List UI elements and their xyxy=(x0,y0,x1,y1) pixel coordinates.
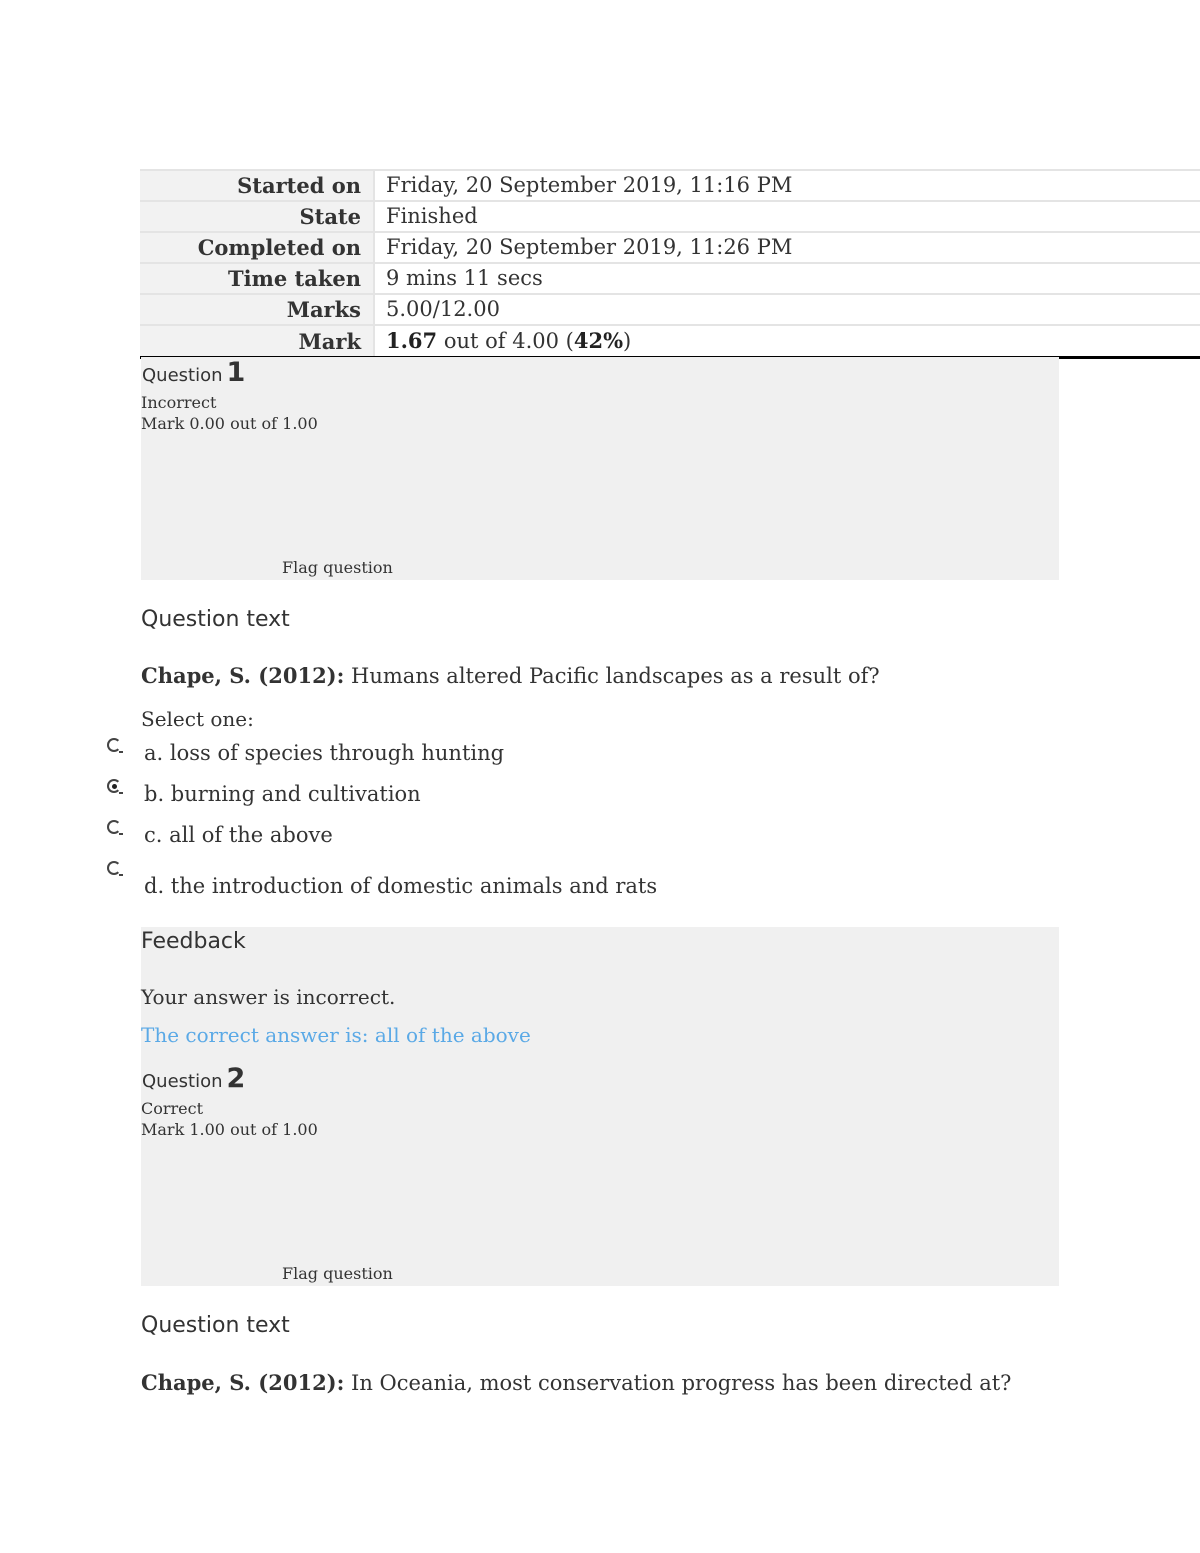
summary-label: Marks xyxy=(140,294,374,325)
question-number-value: 2 xyxy=(226,1063,246,1094)
summary-label: Mark xyxy=(140,325,374,358)
answer-option-label: c. all of the above xyxy=(144,823,333,847)
question-grade: Mark 0.00 out of 1.00 xyxy=(141,414,318,433)
summary-row-time-taken xyxy=(140,263,1200,294)
question-info-1 xyxy=(141,357,1059,580)
radio-button[interactable] xyxy=(107,861,121,875)
feedback-panel xyxy=(141,927,1059,1063)
answer-option-label: b. burning and cultivation xyxy=(144,782,421,806)
question-grade: Mark 1.00 out of 1.00 xyxy=(141,1120,318,1139)
question-number-value: 1 xyxy=(226,357,246,388)
summary-label: State xyxy=(140,201,374,232)
summary-value xyxy=(374,325,1200,358)
question-text xyxy=(141,1370,1011,1395)
radio-tick xyxy=(119,792,123,794)
summary-row-started xyxy=(140,170,1200,201)
radio-button[interactable] xyxy=(107,738,121,752)
question-number xyxy=(142,1063,245,1094)
question-body: In Oceania, most conservation progress has been directed at? xyxy=(344,1371,1012,1395)
question-body: Humans altered Pacific landscapes as a result of? xyxy=(344,664,880,688)
mark-percent: 42% xyxy=(573,328,624,353)
summary-row-marks xyxy=(140,294,1200,325)
question-text-heading: Question text xyxy=(141,1313,290,1338)
summary-label: Started on xyxy=(140,170,374,201)
summary-value: Friday, 20 September 2019, 11:16 PM xyxy=(374,170,1200,201)
answer-option-label: d. the introduction of domestic animals and rats xyxy=(144,874,658,898)
radio-tick xyxy=(119,833,123,835)
question-label: Question xyxy=(142,365,223,386)
flag-question-link[interactable]: Flag question xyxy=(282,1264,393,1283)
summary-value: Finished xyxy=(374,201,1200,232)
summary-label: Completed on xyxy=(140,232,374,263)
radio-tick xyxy=(119,751,123,753)
question-text-heading: Question text xyxy=(141,607,290,632)
mark-out-of: out of 4.00 ( xyxy=(437,329,574,353)
summary-row-completed xyxy=(140,232,1200,263)
question-source: Chape, S. (2012): xyxy=(141,663,345,688)
select-prompt: Select one: xyxy=(141,707,254,731)
question-label: Question xyxy=(142,1071,223,1092)
attempt-summary-table xyxy=(140,169,1200,359)
question-state: Incorrect xyxy=(141,393,217,412)
summary-value: 5.00/12.00 xyxy=(374,294,1200,325)
feedback-result: Your answer is incorrect. xyxy=(141,985,396,1009)
summary-row-state xyxy=(140,201,1200,232)
summary-label: Time taken xyxy=(140,263,374,294)
radio-tick xyxy=(119,874,123,876)
feedback-heading: Feedback xyxy=(141,929,246,954)
answer-option-label: a. loss of species through hunting xyxy=(144,741,505,765)
question-source: Chape, S. (2012): xyxy=(141,1370,345,1395)
radio-button-checked[interactable] xyxy=(107,779,121,793)
question-state: Correct xyxy=(141,1099,204,1118)
summary-value: Friday, 20 September 2019, 11:26 PM xyxy=(374,232,1200,263)
flag-question-link[interactable]: Flag question xyxy=(282,558,393,577)
question-number xyxy=(142,357,245,388)
question-text xyxy=(141,663,880,688)
radio-button[interactable] xyxy=(107,820,121,834)
mark-close: ) xyxy=(623,329,632,353)
summary-value: 9 mins 11 secs xyxy=(374,263,1200,294)
summary-row-mark xyxy=(140,325,1200,358)
correct-answer-text: The correct answer is: all of the above xyxy=(141,1023,531,1047)
mark-score: 1.67 xyxy=(386,328,438,353)
question-info-2 xyxy=(141,1063,1059,1286)
